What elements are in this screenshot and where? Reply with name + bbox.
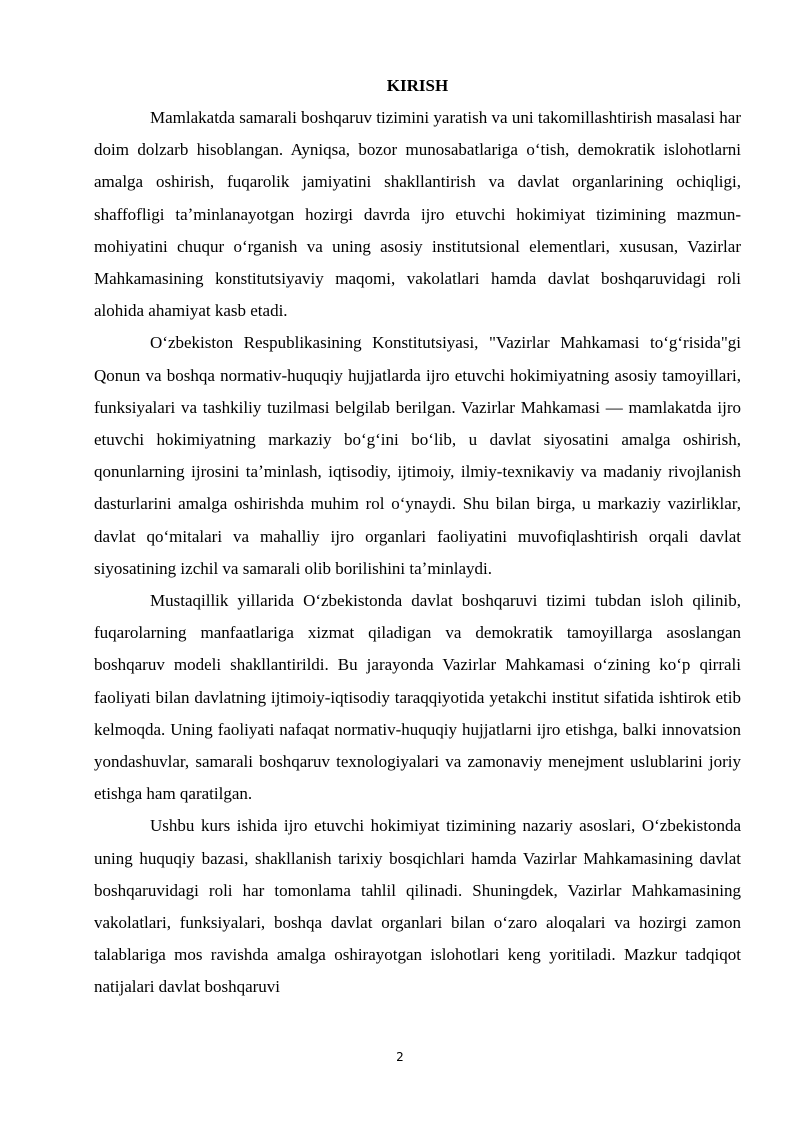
paragraph-2: Oʻzbekiston Respublikasining Konstitutsiyasi, "Vazirlar Mahkamasi toʻgʻrisida"gi Qonun va boshqa normativ-huquqiy hujjatlarda ijro etuvchi hokimiyatning asosiy tamoyillari, funksiyalari va tashkiliy tuzilmasi belgilab berilgan. Vazirlar Mahkamasi — mamlakatda ijro etuvchi hokimiyatning markaziy boʻgʻini boʻlib, u davlat siyosatini amalga oshirish, qonunlarning ijrosini taʼminlash, iqtisodiy, ijtimoiy, ilmiy-texnikaviy va madaniy rivojlanish dasturlarini amalga oshirishda muhim rol oʻynaydi. Shu bilan birga, u markaziy vazirliklar, davlat qoʻmitalari va mahalliy ijro organlari faoliyatini muvofiqlashtirish orqali davlat siyosatining izchil va samarali olib borilishini taʼminlaydi. <box>94 333 741 578</box>
paragraph-3: Mustaqillik yillarida Oʻzbekistonda davlat boshqaruvi tizimi tubdan isloh qilinib, fuqarolarning manfaatlariga xizmat qiladigan va demokratik tamoyillarga asoslangan boshqaruv modeli shakllantirildi. Bu jarayonda Vazirlar Mahkamasi oʻzining koʻp qirrali faoliyati bilan davlatning ijtimoiy-iqtisodiy taraqqiyotida yetakchi institut sifatida ishtirok etib kelmoqda. Uning faoliyati nafaqat normativ-huquqiy hujjatlarni ijro etishga, balki innovatsion yondashuvlar, samarali boshqaruv texnologiyalari va zamonaviy menejment uslublarini joriy etishga ham qaratilgan. <box>94 591 741 804</box>
paragraph-1: Mamlakatda samarali boshqaruv tizimini yaratish va uni takomillashtirish masalasi har doim dolzarb hisoblangan. Ayniqsa, bozor munosabatlariga oʻtish, demokratik islohotlarni amalga oshirish, fuqarolik jamiyatini shakllantirish va davlat organlarining ochiqligi, shaffofligi taʼminlanayotgan hozirgi davrda ijro etuvchi hokimiyat tizimining mazmun-mohiyatini chuqur oʻrganish va uning asosiy institutsional elementlari, xususan, Vazirlar Mahkamasining konstitutsiyaviy maqomi, vakolatlari hamda davlat boshqaruvidagi roli alohida ahamiyat kasb etadi. <box>94 108 741 321</box>
page-title: KIRISH <box>386 76 449 95</box>
paragraph-4: Ushbu kurs ishida ijro etuvchi hokimiyat tizimining nazariy asoslari, Oʻzbekistonda uning huquqiy bazasi, shakllanish tarixiy bosqichlari hamda Vazirlar Mahkamasining davlat boshqaruvidagi roli har tomonlama tahlil qilinadi. Shuningdek, Vazirlar Mahkamasining vakolatlari, funksiyalari, boshqa davlat organlari bilan oʻzaro aloqalari va hozirgi zamon talablariga mos ravishda amalga oshirayotgan islohotlari keng yoritiladi. Mazkur tadqiqot natijalari davlat boshqaruvi <box>94 816 741 997</box>
page-number: 2 <box>396 1050 404 1064</box>
page-content <box>94 76 741 1004</box>
